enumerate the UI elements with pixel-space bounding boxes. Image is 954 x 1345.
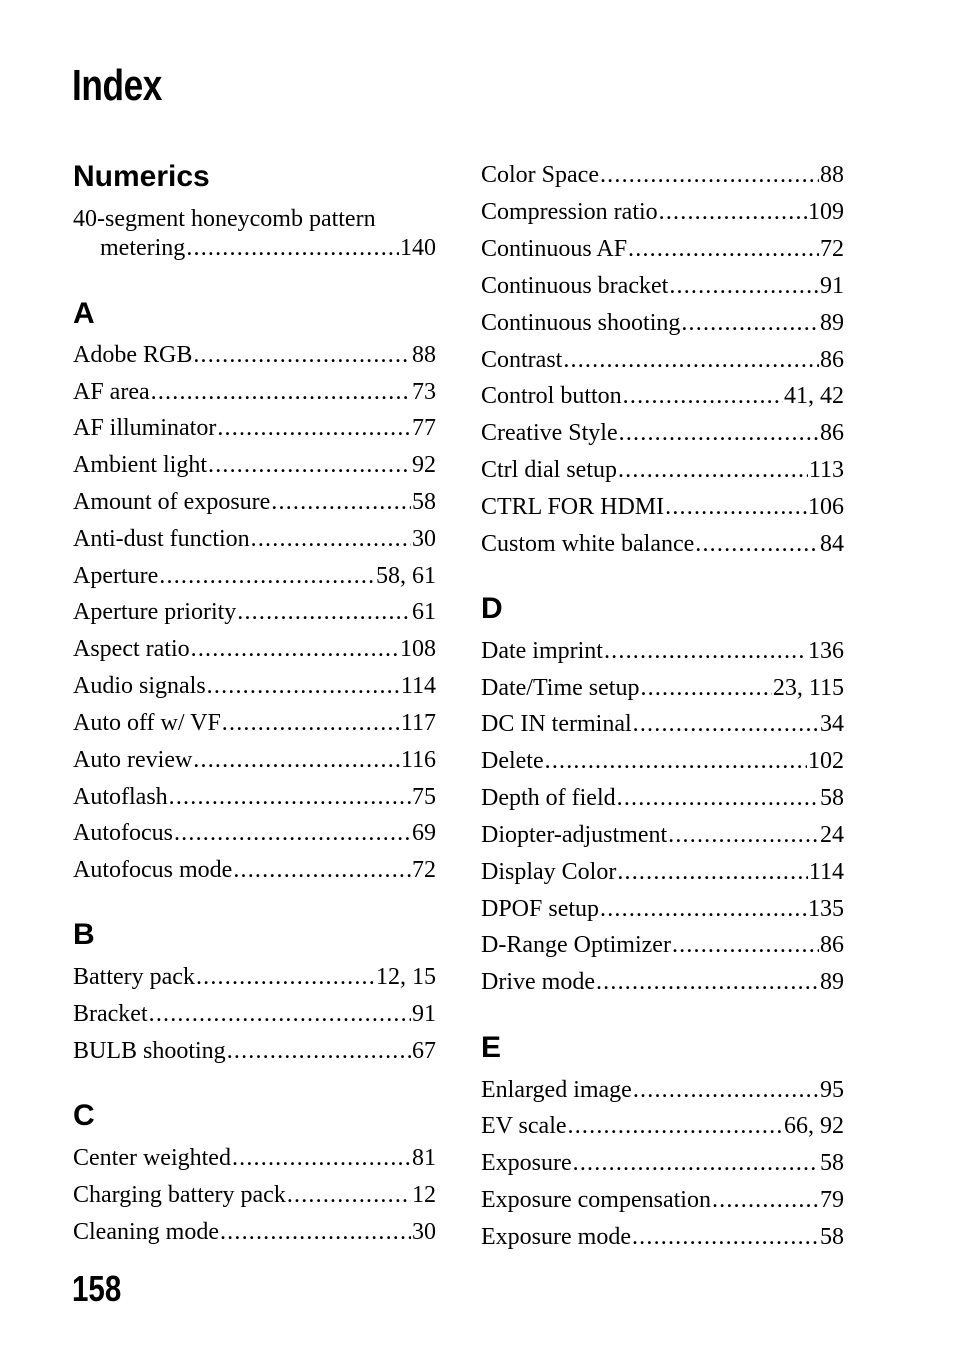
index-entry-pages: 24 [820, 822, 844, 848]
index-entry-pages: 116 [400, 747, 436, 773]
index-entry-pages: 86 [820, 347, 844, 373]
index-entry-term: Exposure compensation [481, 1187, 711, 1213]
index-entry [481, 1148, 844, 1178]
index-entry-pages: 58 [820, 1150, 844, 1176]
index-entry [481, 673, 844, 703]
index-entry-pages: 106 [808, 494, 844, 520]
index-entry-pages: 73 [412, 379, 436, 405]
index-entry-pages: 41, 42 [784, 383, 844, 409]
dot-leader [169, 782, 411, 812]
page-number: 158 [72, 1268, 122, 1309]
index-entry-term: AF illuminator [73, 415, 217, 441]
index-entry-term: Color Space [481, 162, 599, 188]
index-entry-term: Continuous AF [481, 236, 628, 262]
index-entry-pages: 89 [820, 310, 844, 336]
index-entry-term: 40-segment honeycomb pattern [73, 206, 376, 232]
index-entry-pages: 75 [412, 784, 436, 810]
index-entry-term: Display Color [481, 859, 617, 885]
index-entry [73, 962, 436, 992]
index-entry [481, 783, 844, 813]
dot-leader [659, 197, 807, 227]
dot-leader [600, 894, 807, 924]
dot-leader [617, 857, 808, 887]
index-entry-term: CTRL FOR HDMI [481, 494, 665, 520]
dot-leader [159, 561, 375, 591]
dot-leader [596, 967, 819, 997]
index-entry-pages: 102 [808, 748, 844, 774]
index-entry-term: Enlarged image [481, 1077, 632, 1103]
dot-leader [251, 524, 411, 554]
dot-leader [681, 308, 819, 338]
index-entry-term: Date imprint [481, 638, 603, 664]
index-entry-pages: 86 [820, 932, 844, 958]
index-entry-term: Continuous bracket [481, 273, 669, 299]
index-entry [73, 377, 436, 407]
index-entry-term: Control button [481, 383, 622, 409]
index-entry-term: AF area [73, 379, 150, 405]
index-entry-pages: 61 [412, 599, 436, 625]
index-entry-pages: 92 [412, 452, 436, 478]
dot-leader [604, 636, 807, 666]
dot-leader [196, 962, 375, 992]
dot-leader [208, 450, 411, 480]
index-entry-term: Auto off w/ VF [73, 710, 221, 736]
index-entry [481, 160, 844, 190]
index-entry [481, 1222, 844, 1252]
index-entry [481, 234, 844, 264]
index-entry-pages: 114 [400, 673, 436, 699]
dot-leader [207, 671, 400, 701]
dot-leader [600, 160, 819, 190]
dot-leader [563, 345, 819, 375]
section-heading-e: E [481, 1031, 502, 1064]
index-entry [73, 708, 436, 738]
index-entry-pages: 117 [400, 710, 436, 736]
dot-leader [640, 673, 771, 703]
index-entry [481, 455, 844, 485]
index-entry-term: Autofocus [73, 820, 173, 846]
index-entry-term: Adobe RGB [73, 342, 193, 368]
index-entry-term: Audio signals [73, 673, 206, 699]
index-entry-term: Diopter-adjustment [481, 822, 668, 848]
index-entry [481, 418, 844, 448]
index-entry-pages: 84 [820, 531, 844, 557]
index-entry-pages: 89 [820, 969, 844, 995]
dot-leader [628, 234, 819, 264]
index-entry-pages: 23, 115 [772, 675, 844, 701]
index-entry-pages: 77 [412, 415, 436, 441]
dot-leader [186, 233, 399, 263]
index-entry [481, 967, 844, 997]
index-entry [73, 340, 436, 370]
index-entry-pages: 79 [820, 1187, 844, 1213]
index-entry-term: Creative Style [481, 420, 618, 446]
dot-leader [712, 1185, 819, 1215]
dot-leader [220, 1217, 411, 1247]
index-entry-term: Ambient light [73, 452, 207, 478]
index-entry [481, 345, 844, 375]
dot-leader [191, 634, 399, 664]
index-entry [73, 782, 436, 812]
index-entry-pages: 69 [412, 820, 436, 846]
dot-leader [632, 1222, 819, 1252]
index-entry-term: Drive mode [481, 969, 595, 995]
dot-leader [193, 745, 400, 775]
index-entry-term: Custom white balance [481, 531, 695, 557]
index-entry-pages: 12, 15 [376, 964, 436, 990]
section-heading-a: A [73, 297, 95, 330]
index-entry-pages: 88 [820, 162, 844, 188]
index-entry [481, 492, 844, 522]
dot-leader [618, 455, 808, 485]
dot-leader [619, 418, 819, 448]
index-entry-term: Bracket [73, 1001, 148, 1027]
index-entry [73, 1217, 436, 1247]
index-entry-pages: 109 [808, 199, 844, 225]
index-entry-term: Depth of field [481, 785, 616, 811]
index-entry-term: Battery pack [73, 964, 195, 990]
index-entry-pages: 34 [820, 711, 844, 737]
index-entry [73, 634, 436, 664]
section-heading-numerics: Numerics [73, 160, 210, 193]
index-entry [481, 1075, 844, 1105]
index-entry [73, 597, 436, 627]
dot-leader [669, 271, 819, 301]
index-entry [481, 271, 844, 301]
index-entry [481, 857, 844, 887]
index-entry-term: Autofocus mode [73, 857, 233, 883]
index-entry [73, 450, 436, 480]
dot-leader [287, 1180, 411, 1210]
index-entry [481, 1111, 844, 1141]
index-entry [73, 1180, 436, 1210]
index-entry-term: Exposure mode [481, 1224, 631, 1250]
index-entry-term: Date/Time setup [481, 675, 640, 701]
index-entry-pages: 95 [820, 1077, 844, 1103]
index-entry-term: Contrast [481, 347, 563, 373]
index-entry-term: Aspect ratio [73, 636, 190, 662]
dot-leader [151, 377, 411, 407]
dot-leader [633, 1075, 819, 1105]
index-entry [481, 709, 844, 739]
index-entry [73, 1143, 436, 1173]
index-entry-pages: 88 [412, 342, 436, 368]
index-entry-term: DPOF setup [481, 896, 600, 922]
index-entry [481, 381, 844, 411]
dot-leader [568, 1111, 783, 1141]
dot-leader [633, 709, 819, 739]
dot-leader [271, 487, 411, 517]
section-heading-c: C [73, 1099, 95, 1132]
index-entry [481, 894, 844, 924]
index-entry [73, 999, 436, 1029]
dot-leader [573, 1148, 819, 1178]
index-entry-term: Compression ratio [481, 199, 658, 225]
index-entry-term: Delete [481, 748, 544, 774]
dot-leader [174, 818, 411, 848]
index-entry [100, 233, 436, 263]
index-entry-pages: 81 [412, 1145, 436, 1171]
index-entry-pages: 135 [808, 896, 844, 922]
dot-leader [217, 413, 411, 443]
index-entry-pages: 58 [820, 1224, 844, 1250]
index-entry [481, 636, 844, 666]
section-heading-d: D [481, 592, 503, 625]
index-entry-term: Cleaning mode [73, 1219, 219, 1245]
index-entry-pages: 113 [808, 457, 844, 483]
index-entry [73, 671, 436, 701]
index-entry-pages: 72 [412, 857, 436, 883]
index-entry-term: Autoflash [73, 784, 168, 810]
index-entry-pages: 108 [400, 636, 436, 662]
index-entry [481, 197, 844, 227]
index-entry-pages: 66, 92 [784, 1113, 844, 1139]
index-entry-term: D-Range Optimizer [481, 932, 671, 958]
index-entry-pages: 72 [820, 236, 844, 262]
dot-leader [695, 529, 819, 559]
index-entry-pages: 140 [400, 235, 436, 261]
dot-leader [665, 492, 807, 522]
dot-leader [233, 855, 411, 885]
index-entry-pages: 30 [412, 1219, 436, 1245]
index-entry-term: Aperture [73, 563, 159, 589]
dot-leader [668, 820, 819, 850]
dot-leader [545, 746, 807, 776]
dot-leader [149, 999, 411, 1029]
index-entry-term: Center weighted [73, 1145, 231, 1171]
dot-leader [237, 597, 411, 627]
index-entry-term: Exposure [481, 1150, 572, 1176]
index-entry [73, 413, 436, 443]
index-entry [481, 746, 844, 776]
index-entry-pages: 136 [808, 638, 844, 664]
index-entry [481, 529, 844, 559]
index-entry [73, 745, 436, 775]
index-entry-term: Ctrl dial setup [481, 457, 617, 483]
index-entry-term: BULB shooting [73, 1038, 226, 1064]
index-entry-term: DC IN terminal [481, 711, 632, 737]
index-entry-term: Aperture priority [73, 599, 237, 625]
index-entry-pages: 114 [808, 859, 844, 885]
dot-leader [222, 708, 400, 738]
index-entry [73, 561, 436, 591]
section-heading-b: B [73, 918, 95, 951]
index-entry [73, 487, 436, 517]
dot-leader [617, 783, 819, 813]
index-entry-term: Auto review [73, 747, 193, 773]
index-entry [73, 1036, 436, 1066]
index-entry-term: EV scale [481, 1113, 567, 1139]
index-entry [73, 818, 436, 848]
index-entry-pages: 91 [412, 1001, 436, 1027]
index-entry-pages: 67 [412, 1038, 436, 1064]
index-entry-term: Amount of exposure [73, 489, 271, 515]
index-entry-term: Anti-dust function [73, 526, 250, 552]
index-entry [73, 524, 436, 554]
index-entry-pages: 86 [820, 420, 844, 446]
index-entry [481, 308, 844, 338]
index-entry [481, 820, 844, 850]
index-entry [73, 855, 436, 885]
index-entry-pages: 30 [412, 526, 436, 552]
dot-leader [232, 1143, 411, 1173]
index-entry [481, 930, 844, 960]
index-entry-term: metering [100, 235, 186, 261]
dot-leader [227, 1036, 411, 1066]
dot-leader [672, 930, 819, 960]
index-entry-pages: 91 [820, 273, 844, 299]
index-entry-pages: 58 [820, 785, 844, 811]
dot-leader [193, 340, 411, 370]
index-entry [481, 1185, 844, 1215]
index-entry-pages: 58 [412, 489, 436, 515]
index-entry-term: Continuous shooting [481, 310, 681, 336]
index-entry-pages: 12 [412, 1182, 436, 1208]
index-entry-term: Charging battery pack [73, 1182, 286, 1208]
dot-leader [623, 381, 783, 411]
page-title: Index [72, 61, 162, 110]
index-entry-pages: 58, 61 [376, 563, 436, 589]
